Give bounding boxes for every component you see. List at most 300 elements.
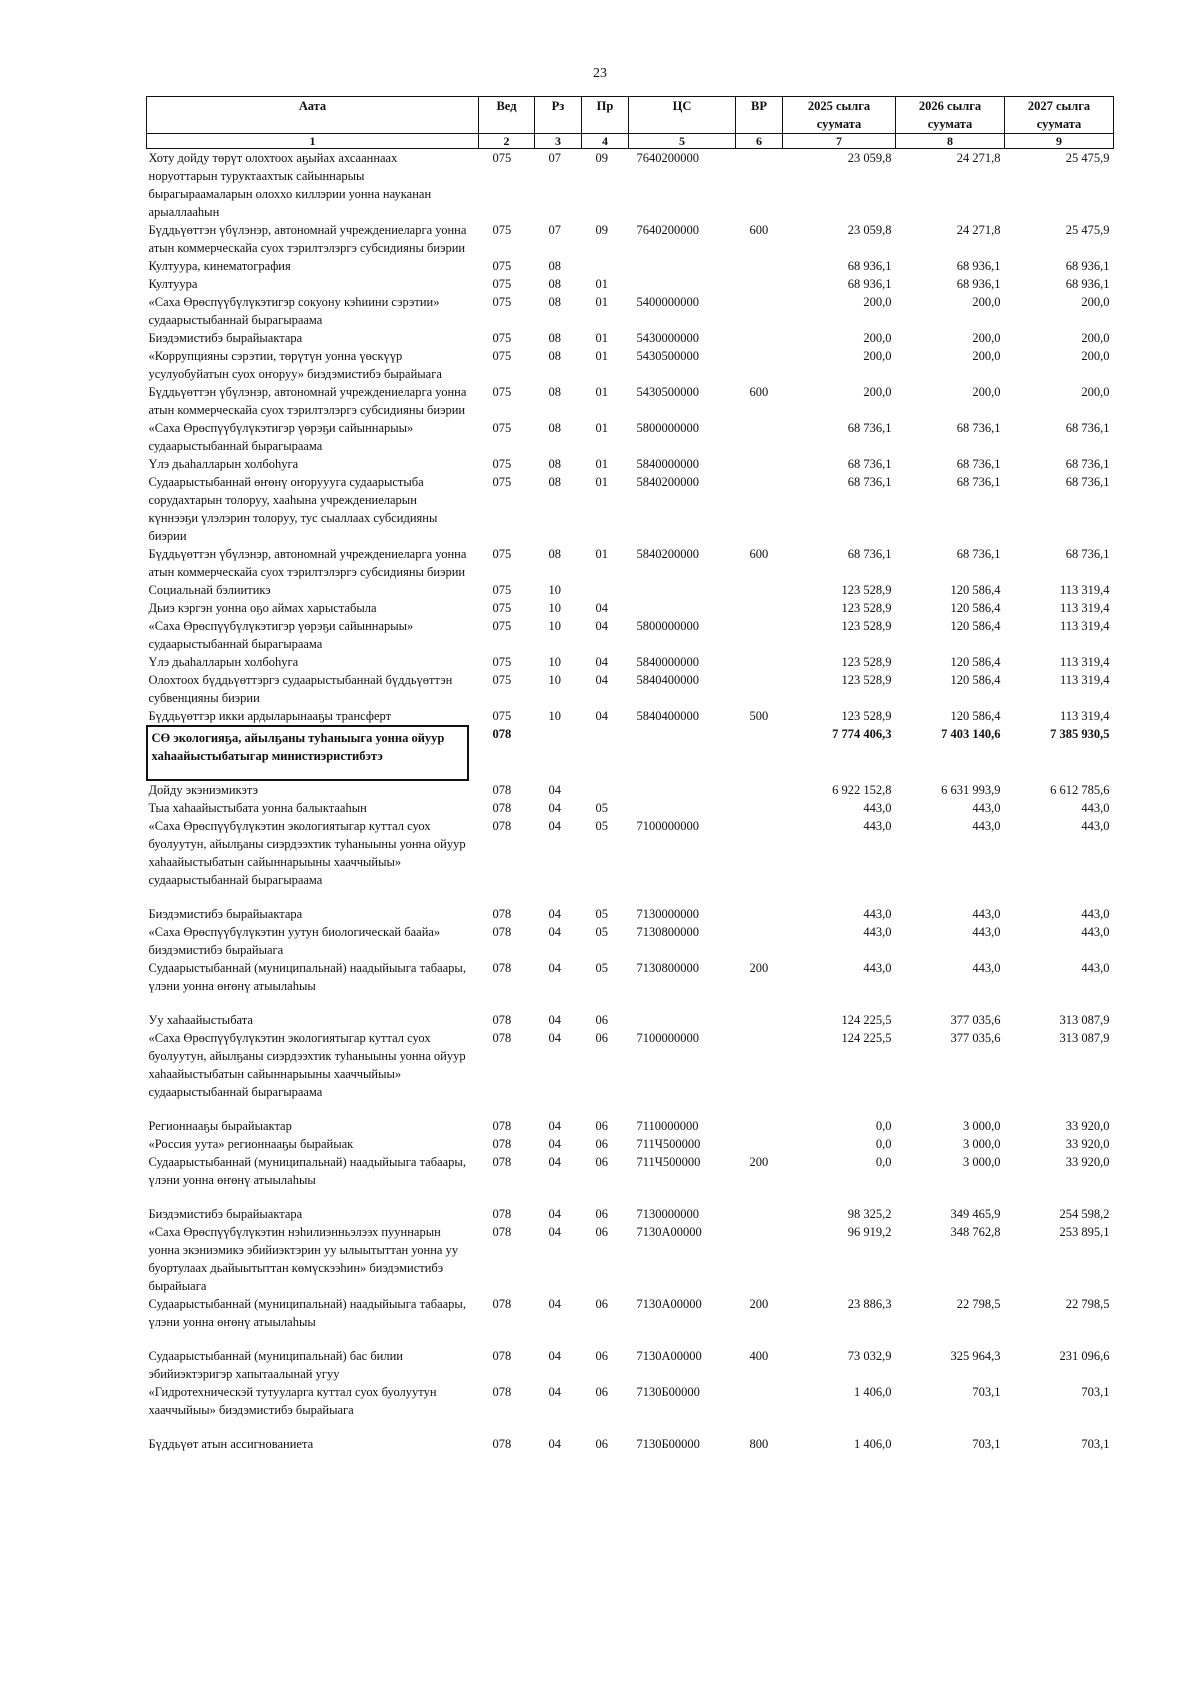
column-number: 7	[783, 134, 896, 149]
row-pr: 04	[595, 673, 608, 687]
row-name: «Гидротехническэй тутууларга куттал суох буолуутун хааччыйыы» биэдэмистибэ бырайыага	[148, 1385, 437, 1417]
table-row	[147, 1153, 1114, 1189]
table-row	[147, 1011, 1114, 1029]
row-vr	[736, 455, 783, 473]
header-ved: Вед	[479, 97, 535, 134]
row-amount-2026: 120 586,4	[950, 583, 1001, 597]
row-ved: 075	[492, 583, 512, 597]
row-pr: 06	[595, 1013, 608, 1027]
row-name: Үлэ дьаһалларын холбоһуга	[148, 457, 299, 471]
row-ved: 075	[492, 295, 512, 309]
row-vr: 600	[749, 547, 769, 561]
row-ved: 078	[492, 1031, 512, 1045]
table-body	[147, 149, 1114, 1454]
row-ved: 075	[492, 475, 512, 489]
row-vr: 200	[749, 1155, 769, 1169]
row-vr	[736, 1011, 783, 1029]
header-2027: 2027 сылга суумата	[1005, 97, 1114, 134]
row-pr	[582, 581, 629, 599]
table-header	[147, 97, 1114, 149]
row-amount-2027: 200,0	[1081, 331, 1110, 345]
row-ved: 075	[492, 385, 512, 399]
row-rz: 04	[548, 1225, 561, 1239]
row-amount-2025: 200,0	[863, 331, 892, 345]
row-amount-2027: 113 319,4	[1059, 619, 1110, 633]
row-ved: 078	[492, 1385, 512, 1399]
table-row	[147, 781, 1114, 799]
row-pr	[582, 257, 629, 275]
table-row	[147, 149, 1114, 222]
row-rz: 08	[548, 547, 561, 561]
header-2025: 2025 сылга суумата	[783, 97, 896, 134]
row-pr: 05	[595, 819, 608, 833]
row-amount-2026: 3 000,0	[963, 1119, 1001, 1133]
row-pr: 06	[595, 1207, 608, 1221]
row-amount-2025: 23 059,8	[847, 151, 892, 165]
row-vr	[736, 817, 783, 889]
header-cs: ЦС	[629, 97, 736, 134]
row-amount-2027: 443,0	[1081, 819, 1110, 833]
page-number: 23	[593, 66, 607, 81]
row-amount-2025: 0,0	[875, 1119, 892, 1133]
row-amount-2026: 120 586,4	[950, 655, 1001, 669]
row-ved: 078	[492, 1437, 512, 1451]
table-row	[147, 545, 1114, 581]
row-pr	[582, 781, 629, 799]
row-cs: 7100000000	[636, 819, 699, 833]
row-name: «Саха Өрөспүүбүлүкэтигэр үөрэҕи сайыннарыы» судаарыстыбаннай бырагыраама	[148, 619, 414, 651]
row-cs: 7640200000	[636, 151, 699, 165]
row-amount-2027: 443,0	[1081, 907, 1110, 921]
row-ved: 075	[492, 601, 512, 615]
row-ved: 078	[492, 819, 512, 833]
row-vr	[736, 419, 783, 455]
header-2026: 2026 сылга суумата	[896, 97, 1005, 134]
row-name: Социальнай бэлиитикэ	[148, 583, 271, 597]
row-ved: 075	[492, 331, 512, 345]
budget-table	[146, 96, 1114, 1453]
row-ved: 078	[492, 1349, 512, 1363]
row-vr	[736, 275, 783, 293]
spacer-cell	[147, 1331, 1114, 1347]
row-vr	[736, 1223, 783, 1295]
row-ved: 078	[492, 1137, 512, 1151]
row-vr	[736, 799, 783, 817]
row-spacer	[147, 1101, 1114, 1117]
table-row	[147, 329, 1114, 347]
row-name: Бүддьүөттэр икки ардыларынааҕы трансферт	[148, 709, 392, 723]
row-amount-2027: 443,0	[1081, 801, 1110, 815]
row-cs: 5840000000	[636, 457, 699, 471]
row-amount-2027: 200,0	[1081, 349, 1110, 363]
row-name: «Саха Өрөспүүбүлүкэтин экологиятыгар куттал суох буолуутун, айылҕаны сиэрдээхтик туһаныыны уонна ойуур хаһаайыстыбатын сайыннарыыны хааччыйыы» судаарыстыбаннай бырагыраама	[148, 1031, 466, 1099]
column-number: 9	[1005, 134, 1114, 149]
table-row	[147, 725, 1114, 781]
row-ved: 078	[492, 961, 512, 975]
row-amount-2027: 703,1	[1081, 1385, 1110, 1399]
row-vr	[736, 257, 783, 275]
table-row	[147, 599, 1114, 617]
row-rz: 10	[548, 619, 561, 633]
row-amount-2025: 23 059,8	[847, 223, 892, 237]
row-amount-2025: 23 886,3	[847, 1297, 892, 1311]
row-vr	[736, 347, 783, 383]
row-cs: 711Ч500000	[636, 1155, 701, 1169]
row-amount-2027: 25 475,9	[1065, 151, 1110, 165]
row-rz: 04	[548, 1385, 561, 1399]
row-name-cell	[147, 725, 479, 781]
table-row	[147, 653, 1114, 671]
row-cs	[629, 781, 736, 799]
row-amount-2025: 124 225,5	[841, 1031, 892, 1045]
row-name: Уу хаһаайыстыбата	[148, 1013, 253, 1027]
row-name: Бүддьүөттэн үбүлэнэр, автономнай учреждениеларга уонна атын коммерческайа суох тэрилтэлэргэ субсидияны биэрии	[148, 223, 467, 255]
table-row	[147, 1135, 1114, 1153]
row-pr: 06	[595, 1031, 608, 1045]
row-cs: 5400000000	[636, 295, 699, 309]
row-amount-2025: 68 936,1	[847, 259, 892, 273]
row-rz: 04	[548, 961, 561, 975]
row-pr: 04	[595, 619, 608, 633]
row-name: Биэдэмистибэ бырайыактара	[148, 907, 303, 921]
row-amount-2025: 1 406,0	[854, 1385, 892, 1399]
table-row	[147, 455, 1114, 473]
row-amount-2026: 68 736,1	[956, 547, 1001, 561]
table-row	[147, 817, 1114, 889]
header-rz: Рз	[535, 97, 582, 134]
column-number: 6	[736, 134, 783, 149]
row-pr: 06	[595, 1225, 608, 1239]
table-row	[147, 905, 1114, 923]
row-amount-2027: 33 920,0	[1065, 1155, 1110, 1169]
row-amount-2027: 113 319,4	[1059, 601, 1110, 615]
table-row	[147, 1117, 1114, 1135]
row-amount-2025: 68 936,1	[847, 277, 892, 291]
row-vr: 500	[749, 709, 769, 723]
row-amount-2025: 123 528,9	[841, 709, 892, 723]
row-pr: 06	[595, 1137, 608, 1151]
row-rz	[535, 725, 582, 781]
row-spacer	[147, 995, 1114, 1011]
row-amount-2027: 443,0	[1081, 961, 1110, 975]
row-amount-2026: 443,0	[972, 907, 1001, 921]
row-rz: 04	[548, 1031, 561, 1045]
row-rz: 08	[548, 475, 561, 489]
row-ved: 078	[492, 1225, 512, 1239]
row-amount-2027: 6 612 785,6	[1050, 783, 1110, 797]
row-ved: 078	[492, 1119, 512, 1133]
row-amount-2025: 7 774 406,3	[832, 727, 892, 741]
row-rz: 08	[548, 295, 561, 309]
table-row	[147, 383, 1114, 419]
row-vr	[736, 599, 783, 617]
row-cs: 7130000000	[636, 907, 699, 921]
row-ved: 075	[492, 151, 512, 165]
row-rz: 08	[548, 331, 561, 345]
row-amount-2027: 113 319,4	[1059, 673, 1110, 687]
row-ved: 075	[492, 709, 512, 723]
row-pr: 05	[595, 925, 608, 939]
table-row	[147, 419, 1114, 455]
row-amount-2026: 68 936,1	[956, 277, 1001, 291]
row-vr: 600	[749, 223, 769, 237]
row-vr	[736, 581, 783, 599]
column-number: 1	[147, 134, 479, 149]
table-row	[147, 1223, 1114, 1295]
row-name: Судаарыстыбаннай (муниципальнай) наадыйыыга табаары, үлэни уонна өҥөнү атыылаһыы	[148, 1297, 466, 1329]
row-rz: 08	[548, 259, 561, 273]
row-amount-2025: 1 406,0	[854, 1437, 892, 1451]
table-row	[147, 1347, 1114, 1383]
row-pr: 01	[595, 475, 608, 489]
row-name: Бүддьүөттэн үбүлэнэр, автономнай учреждениеларга уонна атын коммерческайа суох тэрилтэлэргэ субсидияны биэрии	[148, 547, 467, 579]
row-cs: 5840400000	[636, 709, 699, 723]
row-rz: 07	[548, 151, 561, 165]
row-amount-2027: 113 319,4	[1059, 583, 1110, 597]
row-ved: 075	[492, 223, 512, 237]
row-cs: 7130А00000	[636, 1297, 702, 1311]
table-row	[147, 707, 1114, 725]
row-vr: 400	[749, 1349, 769, 1363]
row-vr	[736, 1135, 783, 1153]
row-amount-2025: 98 325,2	[847, 1207, 892, 1221]
row-name: «Саха Өрөспүүбүлүкэтин уутун биологическай баайа» биэдэмистибэ бырайыага	[148, 925, 441, 957]
row-amount-2026: 120 586,4	[950, 601, 1001, 615]
row-amount-2025: 68 736,1	[847, 547, 892, 561]
row-pr: 06	[595, 1119, 608, 1133]
row-amount-2025: 123 528,9	[841, 619, 892, 633]
row-rz: 04	[548, 1297, 561, 1311]
row-vr	[736, 653, 783, 671]
row-ved: 078	[492, 1297, 512, 1311]
row-name: «Саха Өрөспүүбүлүкэтигэр үөрэҕи сайыннарыы» судаарыстыбаннай бырагыраама	[148, 421, 414, 453]
row-amount-2027: 22 798,5	[1065, 1297, 1110, 1311]
header-vr: ВР	[736, 97, 783, 134]
row-amount-2027: 253 895,1	[1059, 1225, 1110, 1239]
row-amount-2027: 68 936,1	[1065, 277, 1110, 291]
row-name: Судаарыстыбаннай өҥөнү оҥоруууга судаарыстыба сорудахтарын толоруу, хааһына учреждениеларын күннээҕи үлэлэрин толоруу, тус сыаллаах субсидияны биэрии	[148, 475, 438, 543]
row-rz: 10	[548, 673, 561, 687]
row-pr: 09	[595, 223, 608, 237]
row-rz: 04	[548, 783, 561, 797]
row-pr: 01	[595, 457, 608, 471]
row-name: Биэдэмистибэ бырайыактара	[148, 331, 303, 345]
row-amount-2025: 123 528,9	[841, 601, 892, 615]
table-row	[147, 275, 1114, 293]
row-cs: 7640200000	[636, 223, 699, 237]
row-rz: 10	[548, 601, 561, 615]
row-name: «Россия уута» регионнааҕы бырайыак	[148, 1137, 354, 1151]
row-amount-2026: 443,0	[972, 819, 1001, 833]
row-ved: 078	[492, 925, 512, 939]
row-rz: 08	[548, 421, 561, 435]
row-cs: 5430500000	[636, 349, 699, 363]
row-amount-2027: 68 936,1	[1065, 259, 1110, 273]
row-cs: 7110000000	[636, 1119, 699, 1133]
row-vr	[736, 923, 783, 959]
row-amount-2026: 703,1	[972, 1385, 1001, 1399]
row-vr: 600	[749, 385, 769, 399]
row-amount-2026: 200,0	[972, 349, 1001, 363]
row-amount-2026: 200,0	[972, 331, 1001, 345]
row-ved: 078	[492, 1155, 512, 1169]
spacer-cell	[147, 889, 1114, 905]
table-row	[147, 923, 1114, 959]
row-vr	[736, 1117, 783, 1135]
row-pr: 01	[595, 421, 608, 435]
row-amount-2027: 703,1	[1081, 1437, 1110, 1451]
row-amount-2026: 200,0	[972, 385, 1001, 399]
row-name: Дойду экэниэмикэтэ	[148, 783, 258, 797]
row-amount-2025: 68 736,1	[847, 475, 892, 489]
row-pr: 04	[595, 709, 608, 723]
row-pr: 01	[595, 277, 608, 291]
row-amount-2027: 443,0	[1081, 925, 1110, 939]
row-amount-2027: 231 096,6	[1059, 1349, 1110, 1363]
row-amount-2025: 200,0	[863, 385, 892, 399]
row-amount-2027: 68 736,1	[1065, 547, 1110, 561]
row-pr: 09	[595, 151, 608, 165]
row-amount-2027: 33 920,0	[1065, 1137, 1110, 1151]
row-cs	[629, 1011, 736, 1029]
row-vr	[736, 781, 783, 799]
row-spacer	[147, 1331, 1114, 1347]
row-vr	[736, 149, 783, 222]
row-cs: 7100000000	[636, 1031, 699, 1045]
row-amount-2027: 313 087,9	[1059, 1013, 1110, 1027]
row-amount-2027: 33 920,0	[1065, 1119, 1110, 1133]
row-amount-2025: 0,0	[875, 1155, 892, 1169]
table-row	[147, 293, 1114, 329]
row-amount-2026: 443,0	[972, 961, 1001, 975]
row-cs: 7130Б00000	[636, 1385, 700, 1399]
table-row	[147, 1383, 1114, 1419]
row-cs: 5430000000	[636, 331, 699, 345]
row-amount-2026: 377 035,6	[950, 1013, 1001, 1027]
row-pr: 06	[595, 1297, 608, 1311]
row-ved: 075	[492, 349, 512, 363]
row-vr	[736, 1029, 783, 1101]
row-cs: 5840000000	[636, 655, 699, 669]
row-vr	[736, 1205, 783, 1223]
row-amount-2026: 68 736,1	[956, 457, 1001, 471]
header-pr: Пр	[582, 97, 629, 134]
row-pr: 06	[595, 1349, 608, 1363]
row-cs: 7130800000	[636, 961, 699, 975]
row-name: «Саха Өрөспүүбүлүкэтигэр сокуону кэһиини сэрэтии» судаарыстыбаннай бырагыраама	[148, 295, 440, 327]
row-name: Бүддьүөттэн үбүлэнэр, автономнай учреждениеларга уонна атын коммерческайа суох тэрилтэлэргэ субсидияны биэрии	[148, 385, 467, 417]
row-name: Бүддьүөт атын ассигнованиета	[148, 1437, 314, 1451]
row-amount-2025: 123 528,9	[841, 583, 892, 597]
spacer-cell	[147, 995, 1114, 1011]
row-rz: 04	[548, 819, 561, 833]
row-amount-2025: 73 032,9	[847, 1349, 892, 1363]
row-pr: 06	[595, 1385, 608, 1399]
row-pr: 01	[595, 385, 608, 399]
row-ved: 078	[492, 727, 512, 741]
row-name: Култуура, кинематография	[148, 259, 291, 273]
row-cs	[629, 581, 736, 599]
row-rz: 04	[548, 801, 561, 815]
table-row	[147, 473, 1114, 545]
row-rz: 04	[548, 1013, 561, 1027]
row-pr: 06	[595, 1437, 608, 1451]
row-vr	[736, 329, 783, 347]
row-spacer	[147, 889, 1114, 905]
row-amount-2027: 113 319,4	[1059, 709, 1110, 723]
row-ved: 078	[492, 783, 512, 797]
row-ved: 075	[492, 457, 512, 471]
row-amount-2025: 96 919,2	[847, 1225, 892, 1239]
row-amount-2026: 68 936,1	[956, 259, 1001, 273]
row-pr: 04	[595, 601, 608, 615]
row-amount-2025: 0,0	[875, 1137, 892, 1151]
column-number: 4	[582, 134, 629, 149]
row-rz: 10	[548, 709, 561, 723]
row-cs: 5800000000	[636, 619, 699, 633]
row-vr	[736, 725, 783, 781]
row-amount-2025: 200,0	[863, 295, 892, 309]
row-amount-2025: 443,0	[863, 961, 892, 975]
row-rz: 04	[548, 907, 561, 921]
row-amount-2025: 124 225,5	[841, 1013, 892, 1027]
row-rz: 04	[548, 1207, 561, 1221]
row-cs: 5430500000	[636, 385, 699, 399]
row-amount-2026: 348 762,8	[950, 1225, 1001, 1239]
row-ved: 075	[492, 619, 512, 633]
table-row	[147, 257, 1114, 275]
row-name: Тыа хаһаайыстыбата уонна балыктааһын	[148, 801, 367, 815]
table-row	[147, 221, 1114, 257]
row-amount-2027: 25 475,9	[1065, 223, 1110, 237]
table-row	[147, 1029, 1114, 1101]
row-amount-2026: 200,0	[972, 295, 1001, 309]
row-amount-2026: 349 465,9	[950, 1207, 1001, 1221]
row-amount-2026: 3 000,0	[963, 1155, 1001, 1169]
row-name: «Коррупцияны сэрэтии, төрүтүн уонна үөскүүр усулуобуйатын суох оҥоруу» биэдэмистибэ бырайыага	[148, 349, 442, 381]
row-amount-2025: 123 528,9	[841, 673, 892, 687]
row-amount-2026: 24 271,8	[956, 223, 1001, 237]
row-amount-2027: 313 087,9	[1059, 1031, 1110, 1045]
row-rz: 10	[548, 655, 561, 669]
row-vr	[736, 671, 783, 707]
row-ved: 075	[492, 673, 512, 687]
row-amount-2026: 6 631 993,9	[941, 783, 1001, 797]
row-amount-2027: 7 385 930,5	[1050, 727, 1110, 741]
row-name: Биэдэмистибэ бырайыактара	[148, 1207, 303, 1221]
table-row	[147, 617, 1114, 653]
row-amount-2026: 120 586,4	[950, 709, 1001, 723]
row-vr	[736, 473, 783, 545]
table-row	[147, 1295, 1114, 1331]
row-pr: 05	[595, 801, 608, 815]
row-amount-2026: 325 964,3	[950, 1349, 1001, 1363]
row-amount-2026: 120 586,4	[950, 673, 1001, 687]
row-name: Судаарыстыбаннай (муниципальнай) бас билии эбийиэктэригэр хапытаалынай угуу	[148, 1349, 403, 1381]
row-name: Судаарыстыбаннай (муниципальнай) наадыйыыга табаары, үлэни уонна өҥөнү атыылаһыы	[148, 1155, 466, 1187]
row-amount-2026: 68 736,1	[956, 421, 1001, 435]
row-amount-2026: 3 000,0	[963, 1137, 1001, 1151]
row-vr	[736, 617, 783, 653]
row-amount-2027: 254 598,2	[1059, 1207, 1110, 1221]
row-ved: 075	[492, 259, 512, 273]
row-amount-2025: 443,0	[863, 801, 892, 815]
row-amount-2025: 6 922 152,8	[832, 783, 892, 797]
row-ved: 078	[492, 907, 512, 921]
row-ved: 078	[492, 1013, 512, 1027]
table-row	[147, 671, 1114, 707]
row-amount-2026: 120 586,4	[950, 619, 1001, 633]
